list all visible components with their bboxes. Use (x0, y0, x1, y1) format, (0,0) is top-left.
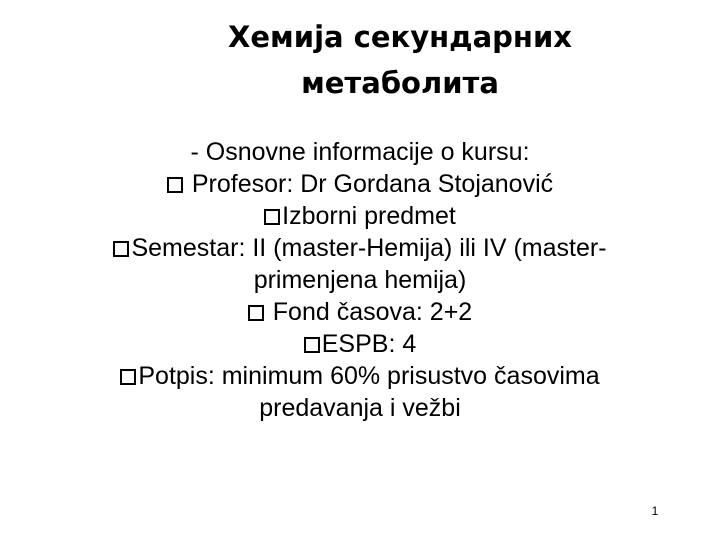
slide-body (40, 136, 680, 424)
title-line-1: Хемија секундарних (228, 20, 572, 54)
square-bullet-icon (264, 209, 280, 225)
list-item-text: Fond časova: 2+2 (272, 298, 473, 326)
list-item-semester (40, 232, 680, 264)
list-item-text: Izborni predmet (282, 202, 456, 230)
square-bullet-icon (248, 305, 264, 321)
list-item-text: Semestar: II (master-Hemija) ili IV (master- (131, 234, 607, 262)
list-item-text: Potpis: minimum 60% prisustvo časovima (138, 362, 600, 390)
list-item-professor (40, 168, 680, 200)
list-item-text: ESPB: 4 (321, 330, 417, 358)
slide-title (150, 14, 650, 106)
list-item-elective (40, 200, 680, 232)
list-item-text: Profesor: Dr Gordana Stojanović (191, 170, 554, 198)
intro-line: - Osnovne informacije o kursu: (190, 138, 530, 166)
list-item-signature-continued: predavanja i vežbi (259, 394, 461, 422)
list-item-hours (40, 296, 680, 328)
square-bullet-icon (304, 337, 320, 353)
square-bullet-icon (113, 241, 129, 257)
page-number: 1 (651, 504, 659, 518)
square-bullet-icon (167, 177, 183, 193)
title-line-2: метаболита (301, 66, 499, 100)
list-item-semester-continued: primenjena hemija) (253, 266, 467, 294)
list-item-signature (40, 360, 680, 392)
list-item-espb (40, 328, 680, 360)
square-bullet-icon (120, 369, 136, 385)
